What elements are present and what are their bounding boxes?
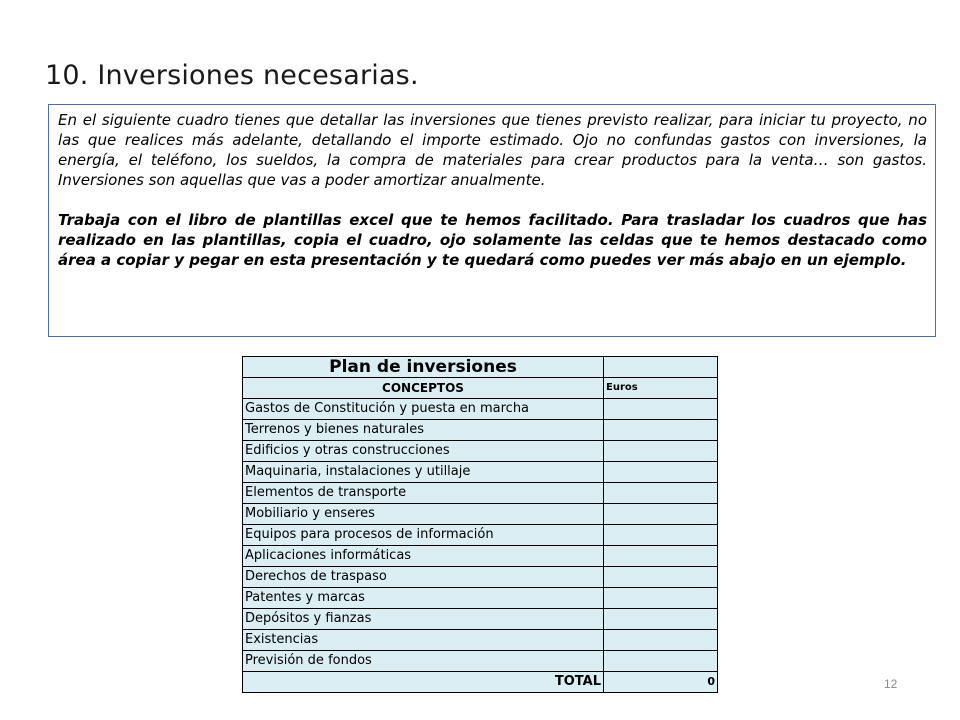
table-row — [243, 609, 718, 630]
amount-cell[interactable] — [604, 609, 718, 630]
concept-label: Gastos de Constitución y puesta en marcha — [243, 399, 604, 420]
amount-cell[interactable] — [604, 588, 718, 609]
amount-cell[interactable] — [604, 420, 718, 441]
table-row — [243, 441, 718, 462]
total-value: 0 — [604, 672, 718, 693]
table-row — [243, 651, 718, 672]
table-row — [243, 483, 718, 504]
amount-cell[interactable] — [604, 462, 718, 483]
concept-label: Elementos de transporte — [243, 483, 604, 504]
table-title-row — [243, 357, 718, 378]
concept-label: Maquinaria, instalaciones y utillaje — [243, 462, 604, 483]
concept-label: Derechos de traspaso — [243, 567, 604, 588]
concept-label: Aplicaciones informáticas — [243, 546, 604, 567]
amount-cell[interactable] — [604, 441, 718, 462]
concept-label: Patentes y marcas — [243, 588, 604, 609]
total-label: TOTAL — [243, 672, 604, 693]
amount-cell[interactable] — [604, 483, 718, 504]
column-header-concepts: CONCEPTOS — [243, 378, 604, 399]
table-title-empty-cell — [604, 357, 718, 378]
amount-cell[interactable] — [604, 399, 718, 420]
amount-cell[interactable] — [604, 546, 718, 567]
table-row — [243, 630, 718, 651]
table-row — [243, 588, 718, 609]
table-row — [243, 567, 718, 588]
total-row — [243, 672, 718, 693]
table-row — [243, 504, 718, 525]
concept-label: Existencias — [243, 630, 604, 651]
table-row — [243, 546, 718, 567]
concept-label: Mobiliario y enseres — [243, 504, 604, 525]
table-row — [243, 399, 718, 420]
table-row — [243, 420, 718, 441]
table-header-row — [243, 378, 718, 399]
amount-cell[interactable] — [604, 567, 718, 588]
table-title: Plan de inversiones — [243, 357, 604, 378]
page-number: 12 — [884, 677, 898, 691]
amount-cell[interactable] — [604, 651, 718, 672]
table-row — [243, 462, 718, 483]
concept-label: Edificios y otras construcciones — [243, 441, 604, 462]
page-title: 10. Inversiones necesarias. — [45, 60, 419, 91]
concept-label: Depósitos y fianzas — [243, 609, 604, 630]
concept-label: Previsión de fondos — [243, 651, 604, 672]
investment-plan-table — [242, 356, 718, 693]
instructions-paragraph-1: En el siguiente cuadro tienes que detallar las inversiones que tienes previsto realizar, para iniciar tu proyecto, no las que realices más adelante, detallando el importe estimado. Ojo no confundas gastos con inversiones, la energía, el teléfono, los sueldos, la compra de materiales para crear productos para la venta… son gastos. Inversiones son aquellas que vas a poder amortizar anualmente. — [58, 111, 927, 189]
concept-label: Equipos para procesos de información — [243, 525, 604, 546]
amount-cell[interactable] — [604, 504, 718, 525]
concept-label: Terrenos y bienes naturales — [243, 420, 604, 441]
amount-cell[interactable] — [604, 630, 718, 651]
column-header-euros: Euros — [604, 378, 718, 399]
table-row — [243, 525, 718, 546]
instructions-box — [48, 104, 936, 337]
amount-cell[interactable] — [604, 525, 718, 546]
instructions-paragraph-2: Trabaja con el libro de plantillas excel que te hemos facilitado. Para trasladar los cuadros que has realizado en las plantillas, copia el cuadro, ojo solamente las celdas que te hemos destacado como área a copiar y pegar en esta presentación y te quedará como puedes ver más abajo en un ejemplo. — [58, 211, 927, 269]
